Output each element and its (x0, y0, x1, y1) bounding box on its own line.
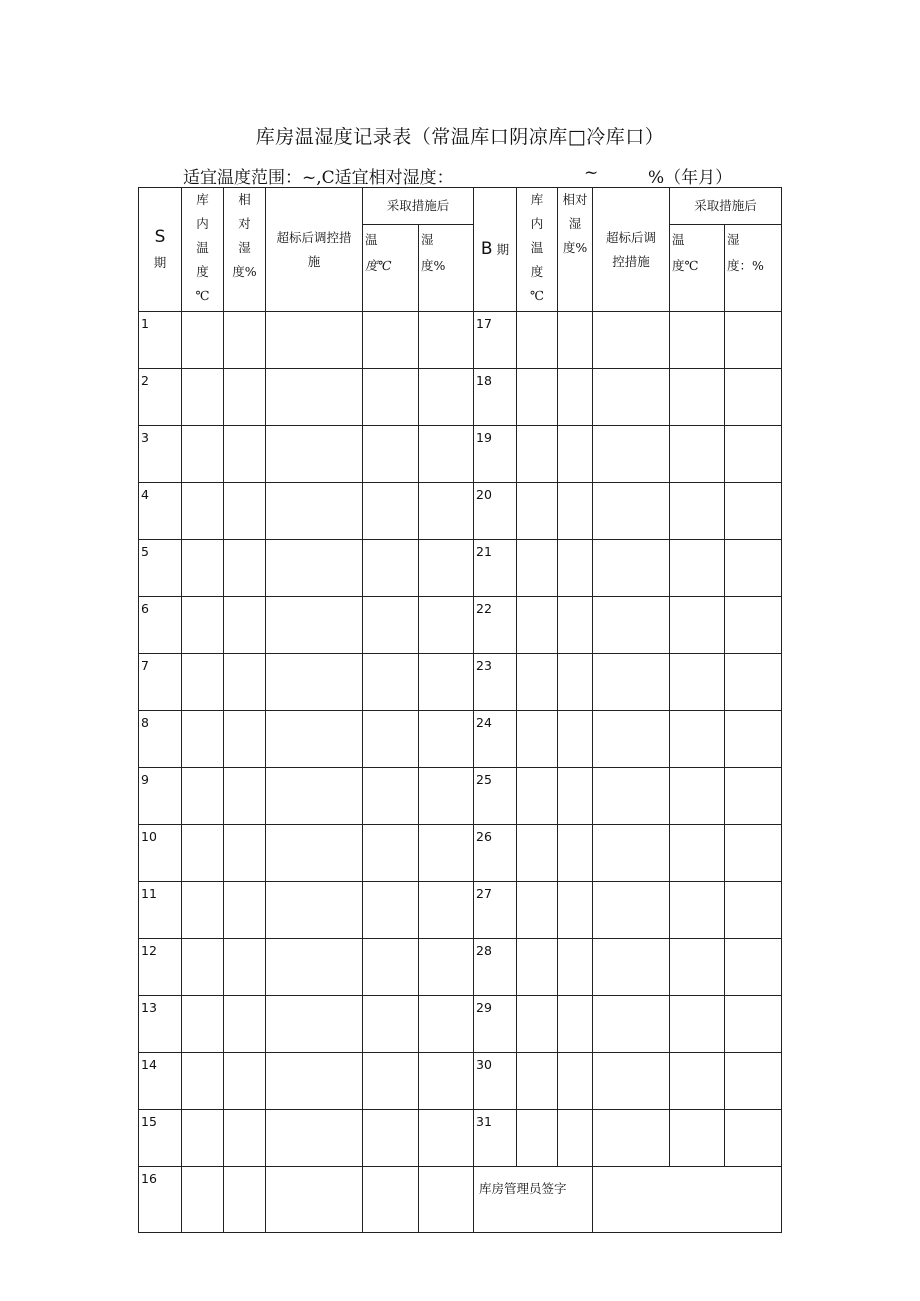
left-day-cell: 9 (139, 768, 182, 825)
left-after-humidity-cell[interactable] (419, 1053, 474, 1110)
right-temp-cell[interactable] (517, 654, 558, 711)
left-after-temp-cell[interactable] (363, 939, 419, 996)
right-after-temp-cell[interactable] (670, 369, 725, 426)
right-after-humidity-cell[interactable] (725, 654, 782, 711)
right-day-cell: 23 (474, 654, 517, 711)
right-after-humidity-cell[interactable] (725, 1053, 782, 1110)
left-day-cell: 3 (139, 426, 182, 483)
right-measure-cell[interactable] (593, 483, 670, 540)
right-temp-cell[interactable] (517, 597, 558, 654)
right-after-humidity-cell[interactable] (725, 312, 782, 369)
left-measure-cell[interactable] (266, 540, 363, 597)
left-after-temp-cell[interactable] (363, 483, 419, 540)
right-humidity-cell[interactable] (558, 939, 593, 996)
left-measure-cell[interactable] (266, 711, 363, 768)
left-after-humidity-cell[interactable] (419, 1110, 474, 1167)
table-row (139, 312, 782, 369)
left-temp-cell[interactable] (182, 882, 224, 939)
right-day-cell: 27 (474, 882, 517, 939)
right-humidity-cell[interactable] (558, 312, 593, 369)
right-after-temp-cell[interactable] (670, 996, 725, 1053)
right-after-humidity-cell[interactable] (725, 711, 782, 768)
humidity-unit-and-date: %（年月） (648, 168, 733, 188)
suitable-range-line (0, 163, 920, 187)
right-after-temp-cell[interactable] (670, 312, 725, 369)
right-day-cell: 18 (474, 369, 517, 426)
left-day-cell: 12 (139, 939, 182, 996)
right-temp-cell[interactable] (517, 483, 558, 540)
right-measure-cell[interactable] (593, 654, 670, 711)
right-after-measures-header: 采取措施后 (670, 188, 782, 225)
right-measure-cell[interactable] (593, 597, 670, 654)
right-humidity-cell[interactable] (558, 369, 593, 426)
right-humidity-cell[interactable] (558, 597, 593, 654)
right-measure-cell[interactable] (593, 939, 670, 996)
right-after-temp-cell[interactable] (670, 540, 725, 597)
left-day-cell: 14 (139, 1053, 182, 1110)
table-row (139, 939, 782, 996)
right-after-humidity-header: 湿 度：% (725, 225, 782, 312)
right-humidity-cell[interactable] (558, 882, 593, 939)
left-day-cell: 13 (139, 996, 182, 1053)
left-humidity-cell[interactable] (224, 768, 266, 825)
left-day-cell: 1 (139, 312, 182, 369)
signer-label: 库房管理员签字 (474, 1167, 593, 1233)
left-after-temp-header: 温 度℃ (363, 225, 419, 312)
right-temp-header: 库 内 温 度 ℃ (517, 188, 558, 312)
right-after-temp-cell[interactable] (670, 597, 725, 654)
table-row (139, 882, 782, 939)
right-measure-cell[interactable] (593, 996, 670, 1053)
left-day-cell: 5 (139, 540, 182, 597)
left-temp-cell[interactable] (182, 996, 224, 1053)
left-measure-cell[interactable] (266, 996, 363, 1053)
right-date-header: B 期 (474, 188, 517, 312)
left-temp-cell[interactable] (182, 1110, 224, 1167)
right-humidity-cell[interactable] (558, 1110, 593, 1167)
left-after-temp-cell[interactable] (363, 597, 419, 654)
right-humidity-header: 相对 湿 度% (558, 188, 593, 312)
left-measure-cell[interactable] (266, 597, 363, 654)
left-temp-cell[interactable] (182, 1167, 224, 1233)
right-after-humidity-cell[interactable] (725, 369, 782, 426)
right-measure-cell[interactable] (593, 540, 670, 597)
left-humidity-cell[interactable] (224, 483, 266, 540)
table-row (139, 1053, 782, 1110)
left-after-humidity-cell[interactable] (419, 426, 474, 483)
left-humidity-cell[interactable] (224, 1167, 266, 1233)
right-after-humidity-cell[interactable] (725, 882, 782, 939)
left-humidity-header: 相 对 湿 度% (224, 188, 266, 312)
table-row (139, 483, 782, 540)
left-measure-header: 超标后调控措 施 (266, 188, 363, 312)
table-row (139, 711, 782, 768)
left-day-cell: 8 (139, 711, 182, 768)
right-measure-cell[interactable] (593, 768, 670, 825)
right-measure-cell[interactable] (593, 426, 670, 483)
right-temp-cell[interactable] (517, 1110, 558, 1167)
left-humidity-cell[interactable] (224, 825, 266, 882)
left-temp-cell[interactable] (182, 540, 224, 597)
left-after-humidity-cell[interactable] (419, 882, 474, 939)
right-day-cell: 20 (474, 483, 517, 540)
left-measure-cell[interactable] (266, 825, 363, 882)
table-row (139, 540, 782, 597)
right-day-cell: 29 (474, 996, 517, 1053)
right-temp-cell[interactable] (517, 825, 558, 882)
left-after-humidity-cell[interactable] (419, 939, 474, 996)
left-temp-cell[interactable] (182, 597, 224, 654)
left-temp-cell[interactable] (182, 939, 224, 996)
left-humidity-cell[interactable] (224, 711, 266, 768)
right-after-temp-header: 温 度℃ (670, 225, 725, 312)
table-row (139, 996, 782, 1053)
left-after-humidity-cell[interactable] (419, 540, 474, 597)
left-temp-header: 库 内 温 度 ℃ (182, 188, 224, 312)
table-row (139, 768, 782, 825)
left-after-humidity-cell[interactable] (419, 825, 474, 882)
right-day-cell: 19 (474, 426, 517, 483)
left-measure-cell[interactable] (266, 1110, 363, 1167)
right-humidity-cell[interactable] (558, 768, 593, 825)
table-row (139, 597, 782, 654)
right-measure-cell[interactable] (593, 711, 670, 768)
left-temp-cell[interactable] (182, 825, 224, 882)
table-row-last (139, 1167, 782, 1233)
left-temp-cell[interactable] (182, 768, 224, 825)
left-day-cell: 2 (139, 369, 182, 426)
right-after-temp-cell[interactable] (670, 939, 725, 996)
left-measure-cell[interactable] (266, 768, 363, 825)
right-humidity-cell[interactable] (558, 483, 593, 540)
left-temp-cell[interactable] (182, 426, 224, 483)
right-after-temp-cell[interactable] (670, 483, 725, 540)
right-day-cell: 17 (474, 312, 517, 369)
left-after-temp-cell[interactable] (363, 768, 419, 825)
left-after-temp-cell[interactable] (363, 1053, 419, 1110)
signer-signature-field[interactable] (593, 1167, 782, 1233)
right-humidity-cell[interactable] (558, 540, 593, 597)
left-humidity-cell[interactable] (224, 1110, 266, 1167)
right-after-humidity-cell[interactable] (725, 483, 782, 540)
right-humidity-cell[interactable] (558, 825, 593, 882)
left-temp-cell[interactable] (182, 711, 224, 768)
table-row (139, 825, 782, 882)
right-day-cell: 25 (474, 768, 517, 825)
left-humidity-cell[interactable] (224, 939, 266, 996)
left-day-cell: 10 (139, 825, 182, 882)
left-measure-cell[interactable] (266, 882, 363, 939)
left-temp-cell[interactable] (182, 312, 224, 369)
right-after-humidity-cell[interactable] (725, 996, 782, 1053)
left-after-temp-cell[interactable] (363, 1110, 419, 1167)
left-temp-cell[interactable] (182, 369, 224, 426)
right-humidity-cell[interactable] (558, 711, 593, 768)
left-after-measures-header: 采取措施后 (363, 188, 474, 225)
right-after-humidity-cell[interactable] (725, 1110, 782, 1167)
left-humidity-cell[interactable] (224, 426, 266, 483)
right-after-temp-cell[interactable] (670, 768, 725, 825)
left-humidity-cell[interactable] (224, 369, 266, 426)
left-after-temp-cell[interactable] (363, 825, 419, 882)
right-day-cell: 30 (474, 1053, 517, 1110)
left-temp-cell[interactable] (182, 1053, 224, 1110)
left-after-humidity-cell[interactable] (419, 597, 474, 654)
left-day-cell: 6 (139, 597, 182, 654)
left-after-humidity-cell[interactable] (419, 369, 474, 426)
right-after-temp-cell[interactable] (670, 1053, 725, 1110)
left-measure-cell[interactable] (266, 483, 363, 540)
right-temp-cell[interactable] (517, 426, 558, 483)
right-after-humidity-cell[interactable] (725, 939, 782, 996)
page-title: 库房温湿度记录表（常温库口阴凉库□冷库口） (255, 126, 665, 148)
left-humidity-cell[interactable] (224, 597, 266, 654)
left-after-humidity-cell[interactable] (419, 768, 474, 825)
left-after-humidity-cell[interactable] (419, 483, 474, 540)
table-row (139, 654, 782, 711)
left-day-cell: 11 (139, 882, 182, 939)
right-after-humidity-cell[interactable] (725, 426, 782, 483)
humidity-range-tilde: ~ (584, 163, 599, 183)
left-day-cell: 7 (139, 654, 182, 711)
left-measure-cell[interactable] (266, 939, 363, 996)
left-after-temp-cell[interactable] (363, 369, 419, 426)
left-day-cell: 15 (139, 1110, 182, 1167)
right-day-cell: 21 (474, 540, 517, 597)
left-temp-cell[interactable] (182, 483, 224, 540)
right-day-cell: 28 (474, 939, 517, 996)
right-day-cell: 22 (474, 597, 517, 654)
left-after-humidity-cell[interactable] (419, 312, 474, 369)
right-temp-cell[interactable] (517, 939, 558, 996)
right-measure-cell[interactable] (593, 882, 670, 939)
left-measure-cell[interactable] (266, 654, 363, 711)
right-after-temp-cell[interactable] (670, 426, 725, 483)
left-temp-cell[interactable] (182, 654, 224, 711)
left-measure-cell[interactable] (266, 426, 363, 483)
right-after-temp-cell[interactable] (670, 711, 725, 768)
right-temp-cell[interactable] (517, 312, 558, 369)
right-after-temp-cell[interactable] (670, 825, 725, 882)
right-temp-cell[interactable] (517, 768, 558, 825)
right-after-humidity-cell[interactable] (725, 540, 782, 597)
left-humidity-cell[interactable] (224, 654, 266, 711)
left-after-temp-cell[interactable] (363, 312, 419, 369)
right-day-cell: 26 (474, 825, 517, 882)
left-after-temp-cell[interactable] (363, 426, 419, 483)
right-measure-cell[interactable] (593, 312, 670, 369)
right-measure-cell[interactable] (593, 825, 670, 882)
left-measure-cell[interactable] (266, 1053, 363, 1110)
right-humidity-cell[interactable] (558, 426, 593, 483)
right-temp-cell[interactable] (517, 1053, 558, 1110)
right-humidity-cell[interactable] (558, 654, 593, 711)
left-after-temp-cell[interactable] (363, 711, 419, 768)
right-temp-cell[interactable] (517, 369, 558, 426)
right-temp-cell[interactable] (517, 882, 558, 939)
right-humidity-cell[interactable] (558, 1053, 593, 1110)
header-row-1 (139, 188, 782, 225)
left-after-humidity-header: 湿 度% (419, 225, 474, 312)
left-day-cell: 4 (139, 483, 182, 540)
left-humidity-cell[interactable] (224, 1053, 266, 1110)
left-measure-cell[interactable] (266, 1167, 363, 1233)
right-measure-cell[interactable] (593, 1110, 670, 1167)
right-measure-cell[interactable] (593, 369, 670, 426)
table-row (139, 426, 782, 483)
right-temp-cell[interactable] (517, 711, 558, 768)
left-after-humidity-cell[interactable] (419, 996, 474, 1053)
left-after-temp-cell[interactable] (363, 654, 419, 711)
right-after-humidity-cell[interactable] (725, 825, 782, 882)
left-humidity-cell[interactable] (224, 882, 266, 939)
left-date-header: S 期 (139, 188, 182, 312)
right-after-humidity-cell[interactable] (725, 768, 782, 825)
right-temp-cell[interactable] (517, 996, 558, 1053)
left-after-temp-cell[interactable] (363, 996, 419, 1053)
left-humidity-cell[interactable] (224, 540, 266, 597)
left-after-temp-cell[interactable] (363, 882, 419, 939)
right-humidity-cell[interactable] (558, 996, 593, 1053)
right-temp-cell[interactable] (517, 540, 558, 597)
left-day-cell: 16 (139, 1167, 182, 1233)
left-after-temp-cell[interactable] (363, 1167, 419, 1233)
left-measure-cell[interactable] (266, 312, 363, 369)
left-after-humidity-cell[interactable] (419, 1167, 474, 1233)
temperature-humidity-log-table (138, 187, 782, 1233)
right-measure-header: 超标后调 控措施 (593, 188, 670, 312)
table-row (139, 369, 782, 426)
right-day-cell: 31 (474, 1110, 517, 1167)
right-day-cell: 24 (474, 711, 517, 768)
right-measure-cell[interactable] (593, 1053, 670, 1110)
left-after-humidity-cell[interactable] (419, 711, 474, 768)
left-humidity-cell[interactable] (224, 312, 266, 369)
left-after-temp-cell[interactable] (363, 540, 419, 597)
suitable-range-text: 适宜温度范围：~,C适宜相对湿度： (183, 168, 454, 188)
right-after-humidity-cell[interactable] (725, 597, 782, 654)
right-after-temp-cell[interactable] (670, 654, 725, 711)
right-after-temp-cell[interactable] (670, 882, 725, 939)
left-humidity-cell[interactable] (224, 996, 266, 1053)
table-row (139, 1110, 782, 1167)
left-measure-cell[interactable] (266, 369, 363, 426)
right-after-temp-cell[interactable] (670, 1110, 725, 1167)
left-after-humidity-cell[interactable] (419, 654, 474, 711)
